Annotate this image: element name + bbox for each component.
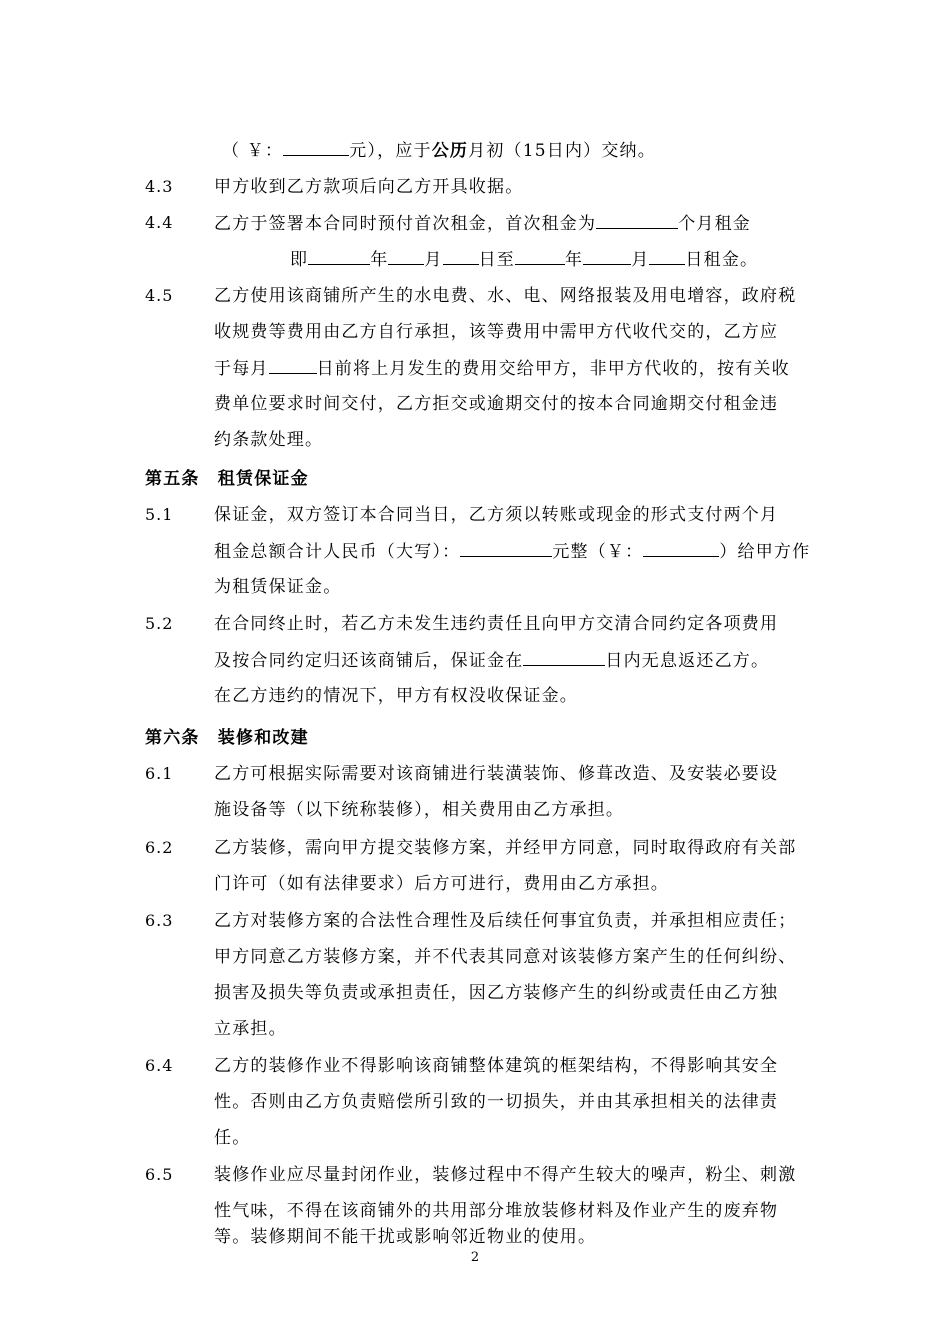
clause-number: 4.4: [145, 213, 174, 232]
clause-text: [214, 539, 810, 564]
page-number: 2: [470, 1250, 480, 1265]
clause-text: 乙方的装修作业不得影响该商铺整体建筑的框架结构，不得影响其安全: [214, 1056, 779, 1076]
clause-number: 6.1: [145, 764, 174, 783]
clause-text: 门许可（如有法律要求）后方可进行，费用由乙方承担。: [214, 874, 669, 894]
clause-text: 立承担。: [214, 1019, 287, 1039]
clause-text: 性。否则由乙方负责赔偿所引致的一切损失，并由其承担相关的法律责: [214, 1092, 779, 1112]
text: 及按合同约定归还该商铺后，保证金在: [214, 651, 524, 671]
blank-field: [283, 138, 349, 156]
text: 日租金。: [685, 250, 759, 270]
text: 月: [631, 250, 650, 270]
clause-number: 6.5: [145, 1165, 174, 1184]
clause-number: 5.1: [145, 505, 174, 524]
clause-number: 5.2: [145, 614, 174, 633]
clause-text: 任。: [214, 1128, 251, 1148]
clause-number: 6.2: [145, 838, 174, 857]
clause-text: [214, 648, 769, 673]
clause-text: 乙方可根据实际需要对该商铺进行装潢装饰、修葺改造、及安装必要设: [214, 764, 779, 784]
blank-field: [308, 247, 370, 265]
clause-text: 等。装修期间不能干扰或影响邻近物业的使用。: [214, 1227, 597, 1247]
blank-field: [515, 247, 565, 265]
clause-text: 约条款处理。: [214, 430, 324, 450]
blank-field: [269, 356, 317, 374]
text: 乙方于签署本合同时预付首次租金，首次租金为: [214, 214, 597, 234]
text: 元整（￥：: [552, 542, 644, 562]
clause-number: 6.3: [145, 911, 174, 930]
clause-text: 甲方收到乙方款项后向乙方开具收据。: [214, 177, 524, 197]
text: ）给甲方作: [719, 542, 811, 562]
article-heading: 第六条 装修和改建: [145, 728, 309, 748]
clause-text: 性气味，不得在该商铺外的共用部分堆放装修材料及作业产生的废弃物: [214, 1201, 779, 1221]
clause-text: 装修作业应尽量封闭作业，装修过程中不得产生较大的噪声，粉尘、刺激: [214, 1165, 797, 1185]
clause-text: [214, 211, 751, 236]
text: （ ￥：: [222, 141, 284, 161]
text: 日前将上月发生的费用交给甲方，非甲方代收的，按有关收: [316, 359, 790, 379]
article-heading: 第五条 租赁保证金: [145, 469, 309, 489]
clause-text: 为租赁保证金。: [214, 577, 342, 597]
clause-number: 6.4: [145, 1056, 174, 1075]
clause-text: [214, 356, 790, 381]
blank-field: [643, 539, 719, 557]
clause-text: 施设备等（以下统称装修），相关费用由乙方承担。: [214, 800, 625, 820]
text: 即: [290, 250, 309, 270]
text: 日至: [478, 250, 516, 270]
clause-text: 乙方对装修方案的合法性合理性及后续任何事宜负责，并承担相应责任；: [214, 911, 797, 931]
clause-text: 费单位要求时间交付，乙方拒交或逾期交付的按本合同逾期交付租金违: [214, 394, 779, 414]
text: 年: [565, 250, 584, 270]
clause-text: 保证金，双方签订本合同当日，乙方须以转账或现金的形式支付两个月: [214, 505, 779, 525]
text: 于每月: [214, 359, 269, 379]
text: 个月租金: [678, 214, 752, 234]
clause-number: 4.5: [145, 286, 174, 305]
text: 元），应于: [349, 141, 432, 161]
text: 年: [370, 250, 389, 270]
payment-line: [222, 138, 656, 163]
clause-text: 在乙方违约的情况下，甲方有权没收保证金。: [214, 686, 578, 706]
blank-field: [596, 211, 678, 229]
blank-field: [523, 648, 605, 666]
text: 月初（15日内）交纳。: [468, 141, 656, 161]
clause-text: 乙方装修，需向甲方提交装修方案，并经甲方同意，同时取得政府有关部: [214, 838, 797, 858]
text: 租金总额合计人民币（大写）：: [214, 542, 461, 562]
clause-text: 收规费等费用由乙方自行承担，该等费用中需甲方代收代交的，乙方应: [214, 322, 779, 342]
blank-field: [460, 539, 552, 557]
clause-text: 乙方使用该商铺所产生的水电费、水、电、网络报装及用电增容，政府税: [214, 286, 797, 306]
blank-field: [649, 247, 685, 265]
date-range-line: [290, 247, 758, 272]
text: 月: [424, 250, 443, 270]
text: 日内无息返还乙方。: [605, 651, 770, 671]
blank-field: [388, 247, 424, 265]
blank-field: [583, 247, 631, 265]
blank-field: [443, 247, 479, 265]
clause-text: 在合同终止时，若乙方未发生违约责任且向甲方交清合同约定各项费用: [214, 614, 779, 634]
clause-number: 4.3: [145, 177, 174, 196]
clause-text: 甲方同意乙方装修方案，并不代表其同意对该装修方案产生的任何纠纷、: [214, 947, 797, 967]
clause-text: 损害及损失等负责或承担责任，因乙方装修产生的纠纷或责任由乙方独: [214, 983, 779, 1003]
bold-text: 公历: [431, 141, 469, 161]
